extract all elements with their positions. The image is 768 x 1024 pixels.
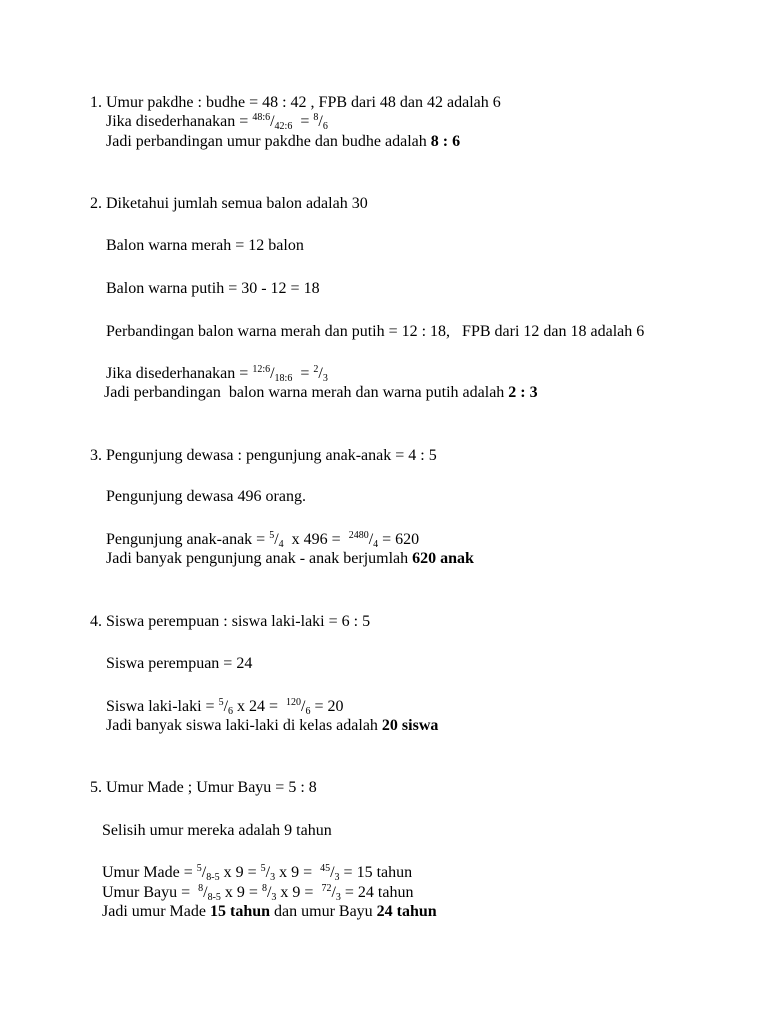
q2-line-1: 2. Diketahui jumlah semua balon adalah 30 — [90, 195, 368, 212]
q2-line-5: Jika disederhanakan = $^{12:6}/_{18:6} = ^2/_3$ — [106, 364, 328, 384]
q5-line-3: Umur Made = $^5/_{8-5}$ x $9 = ^5/_3$ x $9 = ^{45}/_3 = 15$ tahun — [102, 863, 413, 883]
q2-line-3: Balon warna putih = 30 - 12 = 18 — [106, 280, 320, 297]
q3-line-4: Jadi banyak pengunjung anak - anak berjumlah 620 anak — [106, 550, 474, 567]
q1-answer: 8 : 6 — [430, 133, 461, 150]
q2-line-6: Jadi perbandingan balon warna merah dan warna putih adalah 2 : 3 — [104, 384, 538, 401]
q1-line-2: Jika disederhanakan = $^{48:6}/_{42:6} = ^8/_6$ — [106, 112, 328, 132]
q1-line-3: Jadi perbandingan umur pakdhe dan budhe adalah 8 : 6 — [106, 133, 461, 150]
q4-line-3: Siswa laki-laki = $^5/_6$ x $24 = ^{120}/_6 = 20$ — [106, 697, 344, 717]
q5-line-2: Selisih umur mereka adalah 9 tahun — [102, 822, 332, 839]
q5-line-1: 5. Umur Made ; Umur Bayu = 5 : 8 — [90, 779, 317, 796]
q3-answer: 620 anak — [412, 550, 474, 567]
q5-answer-bayu: 24 tahun — [376, 903, 437, 920]
q4-line-4: Jadi banyak siswa laki-laki di kelas adalah 20 siswa — [106, 717, 439, 734]
q5-line-4: Umur Bayu = $^8/_{8-5}$ x $9 = ^8/_3$ x $9 = ^{72}/_3 = 24$ tahun — [102, 883, 414, 903]
q4-line-2: Siswa perempuan = 24 — [106, 655, 253, 672]
q3-line-2: Pengunjung dewasa 496 orang. — [106, 488, 306, 505]
q3-line-1: 3. Pengunjung dewasa : pengunjung anak-anak = 4 : 5 — [90, 447, 437, 464]
q1-line-1: 1. Umur pakdhe : budhe = 48 : 42 , FPB dari 48 dan 42 adalah 6 — [90, 94, 501, 111]
q4-line-1: 4. Siswa perempuan : siswa laki-laki = 6 : 5 — [90, 613, 371, 630]
q2-line-2: Balon warna merah = 12 balon — [106, 237, 304, 254]
q4-answer: 20 siswa — [381, 717, 439, 734]
q3-line-3: Pengunjung anak-anak = $^5/_4$ x $496 = ^{2480}/_4 = 620$ — [106, 530, 420, 550]
q5-line-5: Jadi umur Made 15 tahun dan umur Bayu 24 tahun — [102, 903, 437, 920]
q5-answer-made: 15 tahun — [209, 903, 271, 920]
q2-line-4: Perbandingan balon warna merah dan putih = 12 : 18, FPB dari 12 dan 18 adalah 6 — [106, 323, 645, 340]
q2-answer: 2 : 3 — [508, 384, 538, 401]
